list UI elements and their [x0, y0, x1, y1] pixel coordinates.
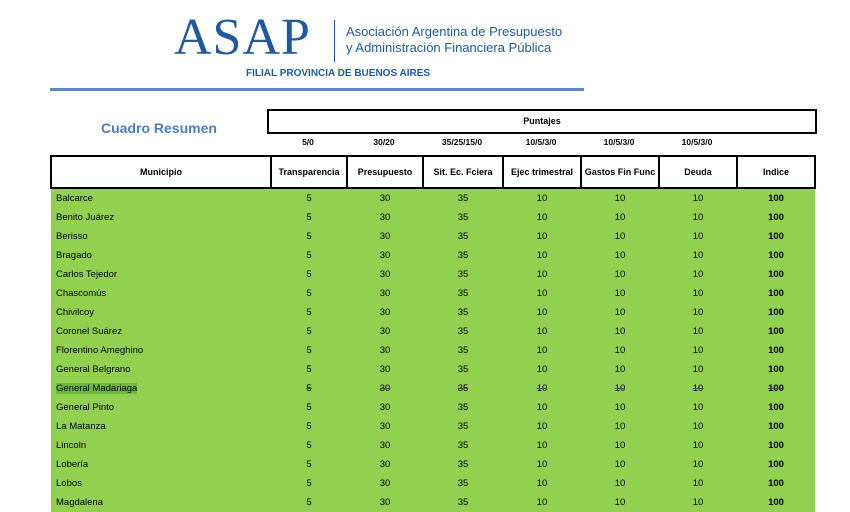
table-row [51, 246, 815, 265]
score-cell: 5 [271, 436, 347, 455]
table-body [51, 188, 815, 512]
score-range: 10/5/3/0 [525, 137, 557, 147]
score-cell: 10 [503, 208, 581, 227]
municipio-cell [51, 398, 271, 417]
score-cell: 5 [271, 474, 347, 493]
municipio-name: Lobos [56, 478, 82, 489]
score-cell: 10 [503, 284, 581, 303]
score-cell: 30 [347, 379, 423, 398]
score-cell: 100 [737, 379, 815, 398]
score-cell: 5 [271, 322, 347, 341]
score-cell: 30 [347, 455, 423, 474]
table-row [51, 341, 815, 360]
score-range: 10/5/3/0 [603, 137, 635, 147]
org-name-line1: Asociación Argentina de Presupuesto [346, 24, 563, 39]
score-cell: 100 [737, 246, 815, 265]
municipio-name: Florentino Ameghino [56, 345, 144, 356]
score-cell: 5 [271, 341, 347, 360]
logo-divider [334, 20, 335, 62]
score-cell: 10 [659, 341, 737, 360]
score-cell: 5 [271, 265, 347, 284]
score-cell: 100 [737, 188, 815, 208]
score-cell: 10 [659, 455, 737, 474]
score-cell: 10 [581, 455, 659, 474]
score-cell: 10 [581, 436, 659, 455]
score-cell: 100 [737, 208, 815, 227]
municipio-cell [51, 379, 271, 398]
table-row [51, 303, 815, 322]
score-cell: 35 [423, 246, 503, 265]
score-cell: 30 [347, 493, 423, 512]
org-name-line2: y Administración Financiera Pública [346, 40, 552, 55]
table-row [51, 360, 815, 379]
municipio-name: General Belgrano [56, 364, 131, 375]
score-cell: 35 [423, 284, 503, 303]
score-cell: 30 [347, 246, 423, 265]
score-cell: 35 [423, 398, 503, 417]
score-cell: 10 [503, 379, 581, 398]
score-cell: 30 [347, 341, 423, 360]
score-cell: 10 [581, 284, 659, 303]
score-cell: 100 [737, 265, 815, 284]
score-cell: 10 [581, 265, 659, 284]
municipio-name: Balcarce [56, 193, 93, 204]
score-range: 10/5/3/0 [681, 137, 713, 147]
score-cell: 100 [737, 284, 815, 303]
score-cell: 100 [737, 227, 815, 246]
score-cell: 10 [503, 246, 581, 265]
table-row [51, 493, 815, 512]
score-cell: 10 [659, 265, 737, 284]
table-row [51, 379, 815, 398]
page-title: Cuadro Resumen [101, 120, 217, 136]
score-cell: 10 [581, 322, 659, 341]
score-cell: 10 [503, 188, 581, 208]
municipio-cell [51, 360, 271, 379]
score-cell: 10 [659, 360, 737, 379]
score-cell: 10 [503, 436, 581, 455]
table-row [51, 284, 815, 303]
score-cell: 10 [581, 474, 659, 493]
municipio-cell [51, 417, 271, 436]
municipio-cell [51, 227, 271, 246]
score-cell: 10 [503, 341, 581, 360]
score-cell: 35 [423, 265, 503, 284]
municipio-name: General Pinto [56, 402, 115, 413]
score-cell: 100 [737, 417, 815, 436]
score-cell: 10 [503, 360, 581, 379]
col-header-gastos-fin-func: Gastos Fin Func [581, 156, 659, 188]
score-cell: 10 [503, 265, 581, 284]
header-rule [50, 88, 584, 91]
score-cell: 10 [581, 303, 659, 322]
score-cell: 30 [347, 265, 423, 284]
score-ranges-row [0, 137, 850, 151]
score-cell: 100 [737, 436, 815, 455]
score-cell: 5 [271, 303, 347, 322]
table-row [51, 398, 815, 417]
municipio-name: Carlos Tejedor [56, 269, 118, 280]
score-cell: 35 [423, 208, 503, 227]
municipio-name: Benito Juárez [56, 212, 115, 223]
score-cell: 10 [581, 341, 659, 360]
municipio-cell [51, 455, 271, 474]
municipio-cell [51, 303, 271, 322]
score-cell: 10 [581, 188, 659, 208]
score-cell: 10 [581, 398, 659, 417]
col-header-municipio: Municipio [51, 156, 271, 188]
score-cell: 10 [503, 417, 581, 436]
score-cell: 35 [423, 227, 503, 246]
table-row [51, 265, 815, 284]
municipio-name: Coronel Suárez [56, 326, 123, 337]
municipio-cell [51, 493, 271, 512]
score-cell: 30 [347, 303, 423, 322]
municipio-cell [51, 188, 271, 208]
score-cell: 5 [271, 379, 347, 398]
score-cell: 10 [503, 227, 581, 246]
table-row [51, 227, 815, 246]
table-row [51, 208, 815, 227]
score-cell: 100 [737, 341, 815, 360]
table-row [51, 455, 815, 474]
score-cell: 35 [423, 493, 503, 512]
score-cell: 5 [271, 360, 347, 379]
score-cell: 10 [581, 208, 659, 227]
municipio-name: Berisso [56, 231, 88, 242]
municipio-cell [51, 246, 271, 265]
score-cell: 10 [659, 246, 737, 265]
score-cell: 10 [659, 379, 737, 398]
municipio-name: Lobería [56, 459, 89, 470]
score-cell: 5 [271, 398, 347, 417]
score-cell: 30 [347, 284, 423, 303]
score-cell: 35 [423, 341, 503, 360]
score-range: 5/0 [302, 137, 314, 147]
municipio-name: Lincoln [56, 440, 87, 451]
score-cell: 5 [271, 284, 347, 303]
score-cell: 10 [581, 493, 659, 512]
score-cell: 10 [659, 227, 737, 246]
score-cell: 10 [659, 322, 737, 341]
score-cell: 35 [423, 360, 503, 379]
score-cell: 5 [271, 246, 347, 265]
table-row [51, 322, 815, 341]
score-range: 35/25/15/0 [441, 137, 483, 147]
score-cell: 10 [581, 417, 659, 436]
municipio-cell [51, 208, 271, 227]
col-header-deuda: Deuda [659, 156, 737, 188]
municipio-cell [51, 341, 271, 360]
table-row [51, 474, 815, 493]
score-cell: 100 [737, 493, 815, 512]
score-cell: 100 [737, 455, 815, 474]
municipio-name: La Matanza [56, 421, 106, 432]
table-header-row [51, 156, 815, 188]
municipio-cell [51, 474, 271, 493]
score-cell: 30 [347, 474, 423, 493]
municipio-name: Chivilcoy [56, 307, 95, 318]
score-cell: 10 [581, 227, 659, 246]
score-cell: 35 [423, 379, 503, 398]
score-cell: 5 [271, 227, 347, 246]
score-cell: 10 [659, 303, 737, 322]
score-cell: 30 [347, 188, 423, 208]
score-cell: 30 [347, 398, 423, 417]
score-cell: 30 [347, 360, 423, 379]
score-cell: 5 [271, 417, 347, 436]
score-cell: 10 [659, 417, 737, 436]
score-cell: 5 [271, 208, 347, 227]
score-cell: 30 [347, 227, 423, 246]
score-cell: 10 [659, 188, 737, 208]
score-cell: 10 [659, 474, 737, 493]
score-cell: 10 [659, 398, 737, 417]
municipio-cell [51, 265, 271, 284]
score-cell: 5 [271, 455, 347, 474]
score-cell: 35 [423, 436, 503, 455]
score-cell: 10 [659, 284, 737, 303]
score-cell: 100 [737, 322, 815, 341]
score-cell: 5 [271, 493, 347, 512]
col-header-sit-ec-fciera: Sit. Ec. Fciera [423, 156, 503, 188]
table-row [51, 436, 815, 455]
score-cell: 35 [423, 322, 503, 341]
score-cell: 30 [347, 322, 423, 341]
score-cell: 10 [503, 493, 581, 512]
municipio-cell [51, 436, 271, 455]
score-cell: 10 [503, 398, 581, 417]
score-cell: 30 [347, 417, 423, 436]
score-cell: 35 [423, 303, 503, 322]
municipio-cell [51, 284, 271, 303]
score-cell: 100 [737, 474, 815, 493]
score-cell: 5 [271, 188, 347, 208]
municipio-name: General Madariaga [56, 383, 138, 394]
col-header-presupuesto: Presupuesto [347, 156, 423, 188]
summary-table [50, 155, 816, 512]
col-header-indice: Indice [737, 156, 815, 188]
score-cell: 100 [737, 360, 815, 379]
score-cell: 10 [581, 379, 659, 398]
puntajes-header: Puntajes [267, 109, 817, 134]
table-row [51, 417, 815, 436]
score-cell: 10 [659, 493, 737, 512]
col-header-ejec-trimestral: Ejec trimestral [503, 156, 581, 188]
score-cell: 35 [423, 188, 503, 208]
municipio-cell [51, 322, 271, 341]
asap-logo: ASAP [174, 9, 311, 66]
score-cell: 10 [659, 208, 737, 227]
score-cell: 10 [503, 455, 581, 474]
score-cell: 10 [581, 246, 659, 265]
score-cell: 10 [659, 436, 737, 455]
municipio-name: Magdalena [56, 497, 104, 508]
score-cell: 100 [737, 398, 815, 417]
score-cell: 10 [503, 474, 581, 493]
municipio-name: Chascomús [56, 288, 107, 299]
score-cell: 35 [423, 455, 503, 474]
score-cell: 35 [423, 417, 503, 436]
score-cell: 10 [503, 303, 581, 322]
score-cell: 35 [423, 474, 503, 493]
col-header-transparencia: Transparencia [271, 156, 347, 188]
filial-subtitle: FILIAL PROVINCIA DE BUENOS AIRES [246, 68, 431, 79]
score-cell: 10 [581, 360, 659, 379]
municipio-name: Bragado [56, 250, 92, 261]
score-cell: 10 [503, 322, 581, 341]
score-range: 30/20 [373, 137, 395, 147]
score-cell: 30 [347, 208, 423, 227]
table-row [51, 188, 815, 208]
score-cell: 30 [347, 436, 423, 455]
score-cell: 100 [737, 303, 815, 322]
